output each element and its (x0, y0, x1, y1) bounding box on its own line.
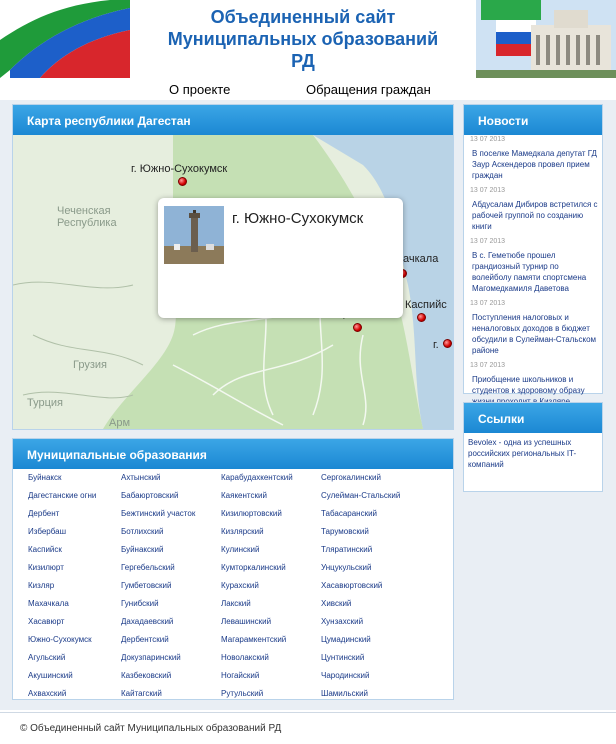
municipalities-col-1 (28, 469, 96, 703)
municipality-link[interactable]: Бабаюртовский (121, 491, 179, 500)
municipalities-heading: Муниципальные образования (13, 439, 453, 469)
map-marker-derbent[interactable] (443, 339, 452, 348)
map-marker-kaspiysk[interactable] (417, 313, 426, 322)
municipality-link[interactable]: Акушинский (28, 671, 73, 680)
map-label-kaspiysk: Каспийс (405, 299, 447, 311)
municipality-link[interactable]: Хасавюрт (28, 617, 65, 626)
municipality-link[interactable]: Гунибский (121, 599, 159, 608)
dagestan-map[interactable] (13, 135, 453, 429)
header (0, 0, 616, 78)
news-item (464, 299, 602, 361)
links-panel (463, 402, 603, 492)
news-link[interactable]: Приобщение школьников и студентов к здоровому образу (472, 375, 585, 395)
municipality-link[interactable]: Каспийск (28, 545, 62, 554)
site-title (130, 6, 476, 72)
news-date: 13 07 2013 (470, 362, 506, 369)
municipality-link[interactable]: Хунзахский (321, 617, 364, 626)
news-link[interactable]: Абдусалам Дибиров встретился с рабочей группой по созданию книги (472, 200, 598, 231)
map-marker-yuzhno-sukhokumsk[interactable] (178, 177, 187, 186)
municipality-link[interactable]: Цумадинский (321, 635, 371, 644)
news-link[interactable]: Поступления налоговых и неналоговых доходов в бюджет обсудили в Сулейман-Стальском районе (472, 313, 597, 355)
municipalities-col-2 (121, 469, 195, 703)
municipality-link[interactable]: Тарумовский (321, 527, 369, 536)
site-title-line3: РД (291, 51, 315, 71)
news-item (464, 237, 602, 299)
map-marker-buynaksk[interactable] (353, 323, 362, 332)
map-panel (12, 104, 454, 430)
municipality-link[interactable]: Кизилюрт (28, 563, 64, 572)
municipality-link[interactable]: Магарамкентский (221, 635, 287, 644)
site-title-line2: Муниципальных образований (167, 29, 439, 49)
municipality-link[interactable]: Дагестанские огни (28, 491, 97, 500)
news-item (464, 135, 602, 186)
map-label-turkey: Турция (27, 397, 63, 409)
links-heading: Ссылки (464, 403, 602, 433)
map-label-g: г. (433, 339, 439, 351)
map-label-republic: Республика (57, 217, 117, 229)
municipality-link[interactable]: Гумбетовский (121, 581, 172, 590)
map-panel-heading: Карта республики Дагестан (13, 105, 453, 135)
news-date: 13 07 2013 (470, 187, 506, 194)
municipality-link[interactable]: Махачкала (28, 599, 69, 608)
municipality-link[interactable]: Карабудахкентский (221, 473, 293, 482)
municipality-link[interactable]: Дербентский (121, 635, 169, 644)
municipality-link[interactable]: Чародинский (321, 671, 370, 680)
municipality-link[interactable]: Ахтынский (121, 473, 161, 482)
municipality-link[interactable]: Левашинский (221, 617, 272, 626)
municipality-link[interactable]: Казбековский (121, 671, 172, 680)
news-date: 13 07 2013 (470, 136, 506, 143)
map-label-yuzhno-sukhokumsk: г. Южно-Сухокумск (131, 163, 228, 175)
municipality-link[interactable]: Сергокалинский (321, 473, 381, 482)
news-link[interactable]: В с. Гемeтюбе прошел грандиозный турнир по волейболу памяти спортсмена Магомедкамиля Даветова (472, 251, 587, 293)
map-popup-title: г. Южно-Сухокумск (232, 210, 364, 227)
municipality-link[interactable]: Курахский (221, 581, 259, 590)
municipalities-panel (12, 438, 454, 700)
municipality-link[interactable]: Южно-Сухокумск (28, 635, 92, 644)
municipality-link[interactable]: Дахадаевский (121, 617, 174, 626)
municipality-link[interactable]: Новолакский (221, 653, 269, 662)
municipality-link[interactable]: Бежтинский участок (121, 509, 196, 518)
dagestan-flag-image (0, 0, 130, 78)
footer (0, 712, 616, 744)
municipality-link[interactable]: Кизлярский (221, 527, 264, 536)
map-label-chechen: Чеченская (57, 205, 111, 217)
municipalities-col-4 (321, 469, 400, 703)
municipality-link[interactable]: Дербент (28, 509, 60, 518)
map-label-armenia: Арм (109, 417, 131, 429)
municipality-link[interactable]: Шамильский (321, 689, 369, 698)
municipality-link[interactable]: Табасаранский (321, 509, 378, 518)
municipality-link[interactable]: Кумторкалинский (221, 563, 286, 572)
municipality-link[interactable]: Сулейман-Стальский (321, 491, 401, 500)
municipality-link[interactable]: Кизляр (28, 581, 55, 590)
municipality-link[interactable]: Избербаш (28, 527, 66, 536)
news-heading: Новости (464, 105, 602, 135)
top-navigation (0, 80, 616, 100)
news-date: 13 07 2013 (470, 238, 506, 245)
lighthouse-photo-image (164, 206, 224, 264)
map-label-georgia: Грузия (73, 359, 107, 371)
government-building-image (476, 0, 616, 78)
municipality-link[interactable]: Докузпаринский (121, 653, 181, 662)
site-title-line1: Объединенный сайт (210, 7, 396, 27)
bevolex-link[interactable]: Bevolex - одна из успешных российских региональных IT-компаний (468, 438, 577, 469)
map-label-makhachkala: ачкала (403, 253, 439, 265)
footer-copyright: © Объединенный сайт Муниципальных образований РД (20, 723, 282, 734)
municipality-link[interactable]: Цунтинский (321, 653, 365, 662)
municipality-link[interactable]: Буйнакский (121, 545, 164, 554)
news-list (464, 135, 602, 412)
municipality-link[interactable]: Кизилюртовский (221, 509, 282, 518)
municipality-link[interactable]: Хивский (321, 599, 352, 608)
map-popup[interactable] (158, 198, 403, 318)
news-item (464, 186, 602, 237)
municipality-link[interactable]: Кулинский (221, 545, 260, 554)
nav-about-link[interactable]: О проекте (169, 82, 231, 97)
municipality-link[interactable]: Гергебельский (121, 563, 175, 572)
news-panel (463, 104, 603, 394)
municipality-link[interactable]: Буйнакск (28, 473, 62, 482)
municipalities-col-3 (221, 469, 293, 703)
municipality-link[interactable]: Каякентский (221, 491, 267, 500)
municipality-link[interactable]: Хасавюртовский (321, 581, 383, 590)
municipality-link[interactable]: Ногайский (221, 671, 260, 680)
nav-appeals-link[interactable]: Обращения граждан (306, 82, 431, 97)
municipality-link[interactable]: Тляратинский (321, 545, 373, 554)
municipality-link[interactable]: Ахвахский (28, 689, 67, 698)
municipality-link[interactable]: Агульский (28, 653, 66, 662)
municipality-link[interactable]: Рутульский (221, 689, 264, 698)
news-date: 13 07 2013 (470, 300, 506, 307)
news-link[interactable]: В поселке Мамедкала депутат ГД Заур Аскендеров провел прием граждан (472, 149, 597, 180)
municipality-link[interactable]: Унцукульский (321, 563, 372, 572)
municipality-link[interactable]: Ботлихский (121, 527, 164, 536)
municipality-link[interactable]: Лакский (221, 599, 251, 608)
municipality-link[interactable]: Кайтагский (121, 689, 162, 698)
